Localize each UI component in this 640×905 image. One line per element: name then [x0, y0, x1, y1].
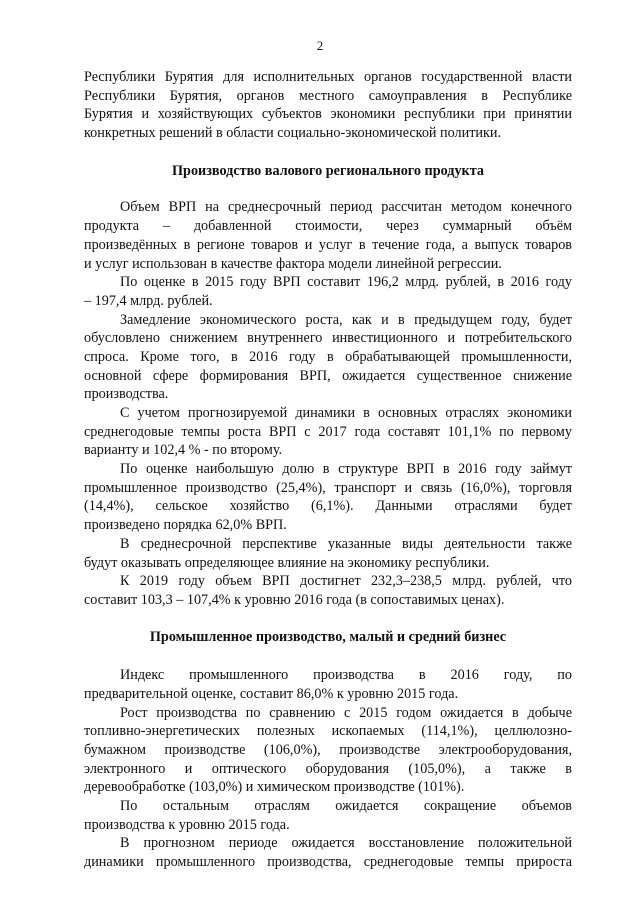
text-line: электронного и оптического оборудования (105,0%), а также в — [84, 760, 572, 777]
text-line: Республики Бурятия для исполнительных органов государственной власти — [84, 69, 572, 85]
text-line: и услуг использован в качестве фактора модели линейной регрессии. — [84, 255, 502, 272]
text-line: К 2019 году объем ВРП достигнет 232,3–238,5 млрд. рублей, что — [120, 573, 572, 590]
text-line: С учетом прогнозируемой динамики в основных отраслях экономики — [120, 405, 572, 421]
text-line: конкретных решений в области социально-экономической политики. — [84, 125, 502, 142]
text-line: основной сфере формирования ВРП, ожидается существенное снижение — [84, 367, 572, 384]
text-line: составит 103,3 – 107,4% к уровню 2016 года (в сопоставимых ценах). — [84, 591, 505, 608]
text-line: Объем ВРП на среднесрочный период рассчитан методом конечного — [120, 199, 572, 216]
text-line: (14,4%), сельское хозяйство (6,1%). Данными отраслями будет — [84, 498, 572, 515]
text-line: топливно-энергетических полезных ископаемых (114,1%), целлюлозно- — [84, 723, 572, 740]
section-industry-body — [84, 666, 572, 872]
text-line: спроса. Кроме того, в 2016 году в обрабатывающей промышленности, — [84, 348, 572, 365]
text-line: В прогнозном периоде ожидается восстановление положительной — [120, 835, 572, 852]
text-line: Республики Бурятия, органов местного самоуправления в Республике — [84, 87, 572, 104]
document-body — [84, 68, 572, 872]
text-line: производства к уровню 2015 года. — [84, 816, 290, 833]
text-line: среднегодовые темпы роста ВРП с 2017 года составят 101,1% по первому — [84, 423, 572, 440]
text-line: промышленное производство (25,4%), транспорт и связь (16,0%), торговля — [84, 479, 572, 496]
text-line: Индекс промышленного производства в 2016 году, по — [120, 667, 572, 684]
intro-paragraph — [84, 68, 572, 143]
text-line: варианту и 102,4 % - по второму. — [84, 442, 283, 459]
text-line: По оценке наибольшую долю в структуре ВРП в 2016 году займут — [120, 461, 572, 478]
page-number: 2 — [316, 38, 324, 53]
text-line: По остальным отраслям ожидается сокращение объемов — [120, 798, 572, 815]
section-heading-grp: Производство валового регионального продукта — [172, 162, 484, 179]
text-line: произведённых в регионе товаров и услуг в течение года, а выпуск товаров — [84, 236, 572, 253]
text-line: Рост производства по сравнению с 2015 годом ожидается в добыче — [120, 704, 572, 721]
text-line: предварительной оценке, составит 86,0% к уровню 2015 года. — [84, 685, 459, 702]
text-line: – 197,4 млрд. рублей. — [84, 292, 213, 309]
text-line: Замедление экономического роста, как и в предыдущем году, будет — [120, 311, 572, 328]
text-line: В среднесрочной перспективе указанные виды деятельности также — [120, 535, 572, 552]
text-line: произведено порядка 62,0% ВРП. — [84, 517, 287, 534]
text-line: деревообработке (103,0%) и химическом производстве (101%). — [84, 779, 465, 796]
text-line: будут оказывать определяющее влияние на экономику республики. — [84, 554, 490, 571]
text-line: По оценке в 2015 году ВРП составит 196,2 млрд. рублей, в 2016 году — [120, 274, 572, 291]
text-line: динамики промышленного производства, среднегодовые темпы прироста — [84, 854, 572, 871]
text-line: производства. — [84, 386, 169, 403]
section-heading-industry: Промышленное производство, малый и средний бизнес — [149, 628, 507, 645]
text-line: продукта – добавленной стоимости, через суммарный объём — [84, 218, 572, 235]
text-line: Бурятия и хозяйствующих субъектов экономики республики при принятии — [84, 106, 572, 123]
section-grp-body — [84, 198, 572, 609]
text-line: бумажном производстве (106,0%), производстве электрооборудования, — [84, 742, 572, 758]
text-line: обусловлено снижением внутреннего инвестиционного и потребительского — [84, 330, 572, 347]
